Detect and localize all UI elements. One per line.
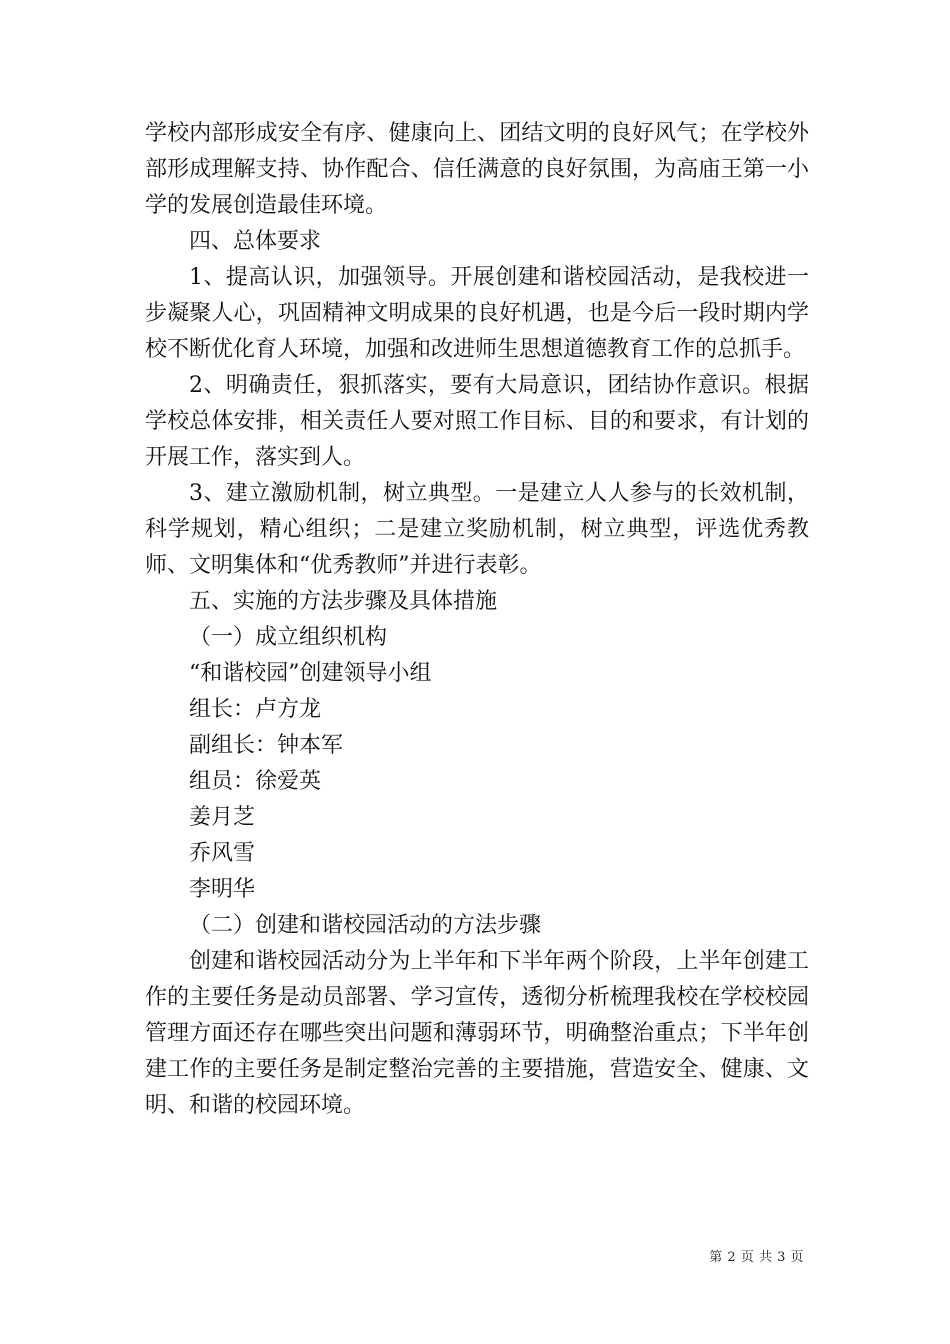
page-number: 第 2 页 共 3 页 — [709, 1250, 804, 1265]
paragraph-continuation: 学校内部形成安全有序、健康向上、团结文明的良好风气；在学校外部形成理解支持、协作配合、信任满意的良好氛围，为高庙王第一小学的发展创造最佳环境。 — [145, 121, 809, 218]
subheading-activity-steps: （二）创建和谐校园活动的方法步骤 — [189, 913, 542, 938]
group-member: 组员：徐爱英 — [189, 769, 322, 794]
heading-implementation-steps: 五、实施的方法步骤及具体措施 — [189, 589, 498, 614]
group-member: 乔风雪 — [189, 841, 256, 866]
group-title: “和谐校园”创建领导小组 — [189, 661, 432, 686]
group-member: 李明华 — [189, 877, 256, 902]
group-deputy-leader: 副组长：钟本军 — [189, 733, 344, 758]
subheading-organization: （一）成立组织机构 — [189, 625, 388, 650]
group-leader: 组长：卢方龙 — [189, 697, 322, 722]
heading-overall-requirements: 四、总体要求 — [189, 229, 322, 254]
paragraph-item-3: 3、建立激励机制，树立典型。一是建立人人参与的长效机制，科学规划，精心组织；二是建立奖励机制，树立典型，评选优秀教师、文明集体和“优秀教师”并进行表彰。 — [145, 481, 809, 578]
paragraph-item-1: 1、提高认识，加强领导。开展创建和谐校园活动，是我校进一步凝聚人心，巩固精神文明成果的良好机遇，也是今后一段时期内学校不断优化育人环境，加强和改进师生思想道德教育工作的总抓手。 — [145, 265, 809, 362]
paragraph-item-2: 2、明确责任，狠抓落实，要有大局意识，团结协作意识。根据学校总体安排，相关责任人要对照工作目标、目的和要求，有计划的开展工作，落实到人。 — [145, 373, 809, 470]
document-body — [145, 116, 809, 1124]
group-member: 姜月芝 — [189, 805, 256, 830]
paragraph-activity-phases: 创建和谐校园活动分为上半年和下半年两个阶段，上半年创建工作的主要任务是动员部署、学习宣传，透彻分析梳理我校在学校校园管理方面还存在哪些突出问题和薄弱环节，明确整治重点；下半年创建工作的主要任务是制定整治完善的主要措施，营造安全、健康、文明、和谐的校园环境。 — [145, 949, 809, 1118]
